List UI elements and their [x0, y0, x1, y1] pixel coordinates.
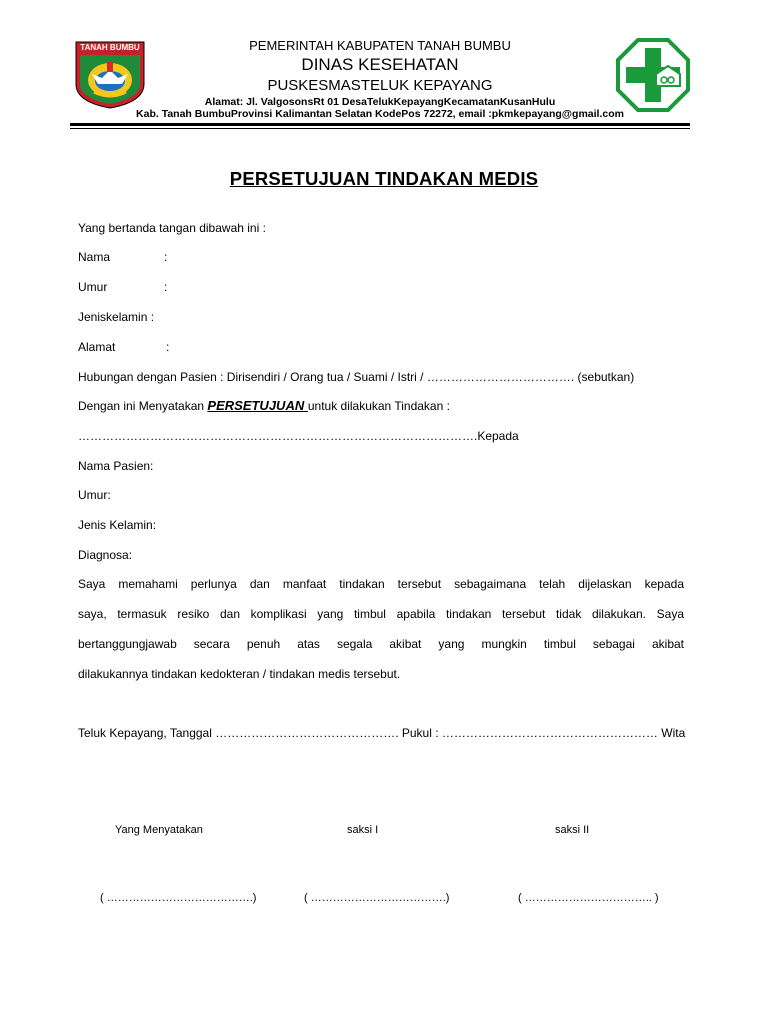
- field-nama-label: Nama: [78, 250, 111, 264]
- document-title: PERSETUJUAN TINDAKAN MEDIS: [229, 168, 539, 189]
- header-facility: PUSKESMASTELUK KEPAYANG: [267, 77, 493, 94]
- paragraph-line-4: dilakukannya tindakan kedokteran / tindakan medis tersebut.: [78, 667, 401, 681]
- paragraph-line-3: bertanggungjawab secara penuh atas segala akibat yang mungkin timbul sebagai akibat: [78, 637, 684, 651]
- signature-blank-declarant: ( ………………………………….): [100, 892, 257, 904]
- field-alamat-label: Alamat: [78, 340, 116, 354]
- header-rule-thick: [70, 123, 690, 126]
- header-contact: Kab. Tanah BumbuProvinsi Kalimantan Selatan KodePos 72272, email :pkmkepayang@gmail.com: [136, 108, 624, 120]
- signature-blank-witness-2: ( …………………………….. ): [518, 892, 659, 904]
- field-hubungan: Hubungan dengan Pasien : Dirisendiri / Orang tua / Suami / Istri / ………………………………. (sebutkan): [78, 370, 635, 384]
- signature-label-declarant: Yang Menyatakan: [115, 824, 203, 836]
- patient-nama-label: Nama Pasien:: [78, 459, 154, 473]
- field-umur-label: Umur: [78, 280, 108, 294]
- crest-lettering: TANAH BUMBU: [80, 43, 140, 52]
- header-department: DINAS KESEHATAN: [301, 55, 459, 74]
- signature-label-witness-1: saksi I: [347, 824, 379, 836]
- intro-text: Yang bertanda tangan dibawah ini :: [78, 221, 266, 235]
- field-nama-colon: :: [164, 250, 168, 264]
- field-umur-colon: :: [164, 280, 168, 294]
- header-rule-thin: [70, 128, 690, 129]
- kepada-line: ……………………………………………………………………………………….Kepada: [78, 429, 519, 443]
- patient-diagnosa-label: Diagnosa:: [78, 548, 133, 562]
- date-time-line: Teluk Kepayang, Tanggal ………………………………………. Pukul : ……………………………………………… Wita: [78, 726, 686, 740]
- paragraph-line-1: Saya memahami perlunya dan manfaat tindakan tersebut sebagaimana telah dijelaskan kepada: [78, 577, 684, 591]
- statement-before: Dengan ini Menyatakan: [78, 399, 208, 413]
- field-jeniskelamin-label: Jeniskelamin :: [78, 310, 155, 324]
- statement-line: [78, 398, 450, 413]
- patient-umur-label: Umur:: [78, 488, 111, 502]
- patient-jeniskelamin-label: Jenis Kelamin:: [78, 518, 157, 532]
- signature-label-witness-2: saksi II: [555, 824, 590, 836]
- statement-emphasis: PERSETUJUAN: [207, 398, 308, 413]
- field-alamat-colon: :: [166, 340, 170, 354]
- statement-after: untuk dilakukan Tindakan :: [307, 399, 450, 413]
- header-government: PEMERINTAH KABUPATEN TANAH BUMBU: [249, 38, 511, 53]
- signature-blank-witness-1: ( ……………………………….): [304, 892, 450, 904]
- paragraph-line-2: saya, termasuk resiko dan komplikasi yang timbul apabila tindakan tersebut tidak dilakukan. Saya: [78, 607, 684, 621]
- header-address: Alamat: Jl. ValgosonsRt 01 DesaTelukKepayangKecamatanKusanHulu: [204, 96, 556, 108]
